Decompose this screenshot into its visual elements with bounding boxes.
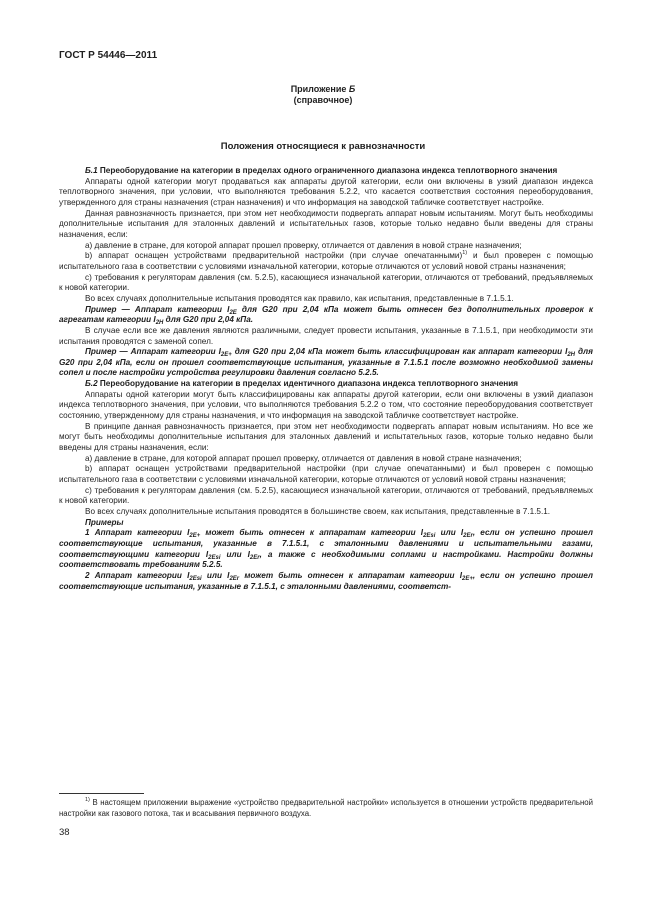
b1-heading-text: Переоборудование на категории в пределах одного ограниченного диапазона индекса теплотворного значения xyxy=(99,166,558,175)
b1-item-a: а) давление в стране, для которой аппарат прошел проверку, отличается от давления в новой стране назначения; xyxy=(85,240,522,250)
b2-example-2 xyxy=(59,571,593,592)
b1-ex2-sub1: 2E+ xyxy=(220,352,232,359)
b2-ex1-sub2: 2Esi xyxy=(423,533,436,540)
b2-paragraph-1: Аппараты одной категории могут быть классифицированы как аппараты другой категории, если они включены в узкий диапазон индекса теплотворного значения, при условии, что выполняются требования 5.2.2 о том, что состояние переоборудования соответствует состоянию, утвержденному для страны назначения, и что информация на заводской табличке соответствует настройке. xyxy=(59,389,593,421)
footnote-text: В настоящем приложении выражение «устройство предварительной настройки» используется в отношении устройств предварительной настройки как газового потока, так и всасывания первичного воздуха. xyxy=(59,798,593,818)
b1-example-1 xyxy=(59,305,593,326)
b2-ex2-sub1: 2Esi xyxy=(189,575,202,582)
b2-example-1 xyxy=(59,528,593,571)
footnote-divider xyxy=(59,793,144,794)
b2-paragraph-2: В принципе данная равнозначность признается, при этом нет необходимости подвергать аппарат новым испытаниям. Но все же могут быть необходимы дополнительные испытания для эталонных давлений и испытательных газов, которые только недавно были введены для страны назначения, если: xyxy=(59,421,593,453)
b2-ex1-d: , если он успешно прошел соответствующие испытания, указанные в 7.1.5.1, с эталонными давлениями и испытательными газами, соответствующими категории I xyxy=(59,528,594,559)
b1-item-b xyxy=(59,251,593,272)
b2-ex1-a: 1 Аппарат категории I xyxy=(85,528,190,538)
b2-ex1-b: может быть отнесен к аппаратам категории I xyxy=(200,528,424,538)
b2-number: Б.2 xyxy=(85,379,98,389)
b1-ex2-sub2: 2H xyxy=(567,352,576,359)
b1-item-b-post: и был проверен с помощью испытательного газа в соответствии с условиями изначальной категории, которые отличаются от условий новой страны назначения; xyxy=(59,251,593,271)
b2-ex2-d: , если он успешно прошел соответствующие испытания, указанные в 7.1.5.1, с эталонными давлениями, соответст- xyxy=(59,570,594,591)
b2-ex1-sub5: 2Er xyxy=(249,554,260,561)
b2-ex1-e: или I xyxy=(220,549,250,559)
footnote xyxy=(59,797,593,819)
b2-item-b: b) аппарат оснащен устройствами предварительной настройки (при случае опечатанными) и был проверен с помощью испытательного газа в соответствии с условиями изначальной категории, которые отличаются от условий новой страны назначения; xyxy=(59,464,593,485)
b2-ex2-sub2: 2Er xyxy=(229,575,240,582)
b1-paragraph-3: Во всех случаях дополнительные испытания проводятся как правило, как испытания, представленные в 7.1.5.1. xyxy=(85,293,514,303)
b1-paragraph-2: Данная равнозначность признается, при этом нет необходимости подвергать аппарат новым испытаниям. Могут быть необходимы дополнительные испытания для эталонных давлений и испытательных газов, которые только недавно были введены для страны назначения, если: xyxy=(59,208,593,239)
b2-ex1-f: , а также с необходимыми соплами и настройками. Настройки должны соответствовать требованиям 5.2.5. xyxy=(59,549,594,570)
b2-ex2-sub3: 2E+ xyxy=(462,575,473,582)
b1-ex2-c: для G20 при 2,04 кПа, если он прошел соответствующие испытания, указанные в 7.1.5.1 после возможно необходимой замены сопел и после настройки устройства регулировки давления согласно 5.2.5. xyxy=(59,347,593,378)
b2-ex2-c: может быть отнесен к аппаратам категории I xyxy=(239,570,463,580)
b2-ex2-b: или I xyxy=(201,570,230,580)
annex-word: Приложение xyxy=(290,84,347,94)
b1-ex1-b: для G20 при 2,04 кПа может быть отнесен без дополнительных проверок к агрегатам категории I xyxy=(59,304,593,325)
b2-ex1-c: или I xyxy=(435,528,464,538)
section-title: Положения относящиеся к равнозначности xyxy=(220,141,426,152)
b1-ex1-a: Пример — Аппарат категории I xyxy=(85,304,230,314)
b1-ex1-sub2: 2H xyxy=(155,320,164,327)
b2-ex1-sub3: 2Er xyxy=(463,533,473,540)
b2-examples-label: Примеры xyxy=(85,517,124,527)
annex-type: (справочное) xyxy=(293,95,353,105)
b1-paragraph-1: Аппараты одной категории могут продаваться как аппараты другой категории, если они включены в узкий диапазон индекса теплотворного значения, при условии, что выполняются требования 5.2.2, что касается соответствия состояния переоборудования, утвержденного для страны назначения (стран назначения) и что информация на заводской табличке соответствует настройке. xyxy=(59,176,593,207)
b1-item-c: с) требования к регуляторам давления (см. 5.2.5), касающиеся изначальной категории, отличаются от требований, предъявляемых к новой категории. xyxy=(59,272,593,293)
b2-ex1-sub4: 2Esi xyxy=(208,554,221,561)
b1-ex2-b: для G20 при 2,04 кПа может быть классифицирован как аппарат категории I xyxy=(231,347,568,357)
b1-number: Б.1 xyxy=(85,166,98,175)
b1-heading xyxy=(59,166,593,177)
b1-ex2-a: Пример — Аппарат категории I xyxy=(85,347,221,357)
b2-heading xyxy=(59,379,593,390)
b2-ex2-a: 2 Аппарат категории I xyxy=(85,570,190,580)
document-body xyxy=(59,166,593,592)
annex-letter: Б xyxy=(348,84,356,94)
b2-paragraph-3: Во всех случаях дополнительные испытания проводятся в большинстве своем, как испытания, представленные в 7.1.5.1. xyxy=(85,507,551,516)
b2-ex1-sub1: 2E+ xyxy=(189,533,201,540)
b2-item-c: с) требования к регуляторам давления (см. 5.2.5), касающиеся изначальной категории, отличаются от требований, предъявляемых к новой категории. xyxy=(59,485,593,506)
b2-item-a: а) давление в стране, для которой аппарат прошел проверку, отличается от давления в новой стране назначения; xyxy=(85,453,522,463)
b2-heading-text: Переоборудование на категории в пределах идентичного диапазона индекса теплотворного значения xyxy=(99,379,519,389)
b1-example-2 xyxy=(59,347,593,379)
footnote-ref: 1) xyxy=(462,250,468,257)
b1-item-b-pre: b) аппарат оснащен устройствами предварительной настройки (при случае опечатанными) xyxy=(85,251,463,261)
b1-paragraph-4: В случае если все же давления являются различными, следует провести испытания, указанные в 7.1.5.1, при необходимости эти испытания проводятся с заменой сопел. xyxy=(59,325,593,346)
footnote-marker: 1) xyxy=(85,797,90,803)
document-header: ГОСТ Р 54446—2011 xyxy=(59,50,158,61)
b1-ex1-c: для G20 при 2,04 кПа. xyxy=(163,315,254,325)
b1-ex1-sub1: 2E xyxy=(229,309,237,316)
annex-label xyxy=(0,84,646,95)
page-number: 38 xyxy=(59,827,70,838)
